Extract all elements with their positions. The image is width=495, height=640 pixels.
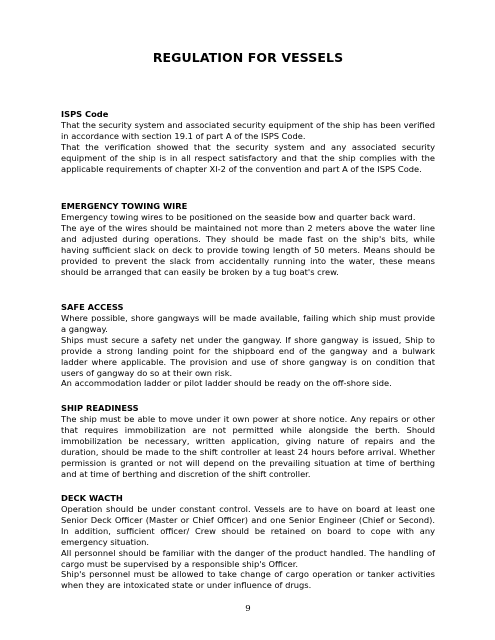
section-heading: EMERGENCY TOWING WIRE bbox=[61, 201, 188, 211]
section-paragraph: That the security system and associated security equipment of the ship has been verified in accordance with section 19.1 of part A of the ISPS Code. bbox=[61, 120, 435, 141]
section-paragraph: Ships must secure a safety net under the gangway. If shore gangway is issued, Ship to provide a strong landing point for the shipboard end of the gangway and a bulwark ladder where applicable. The provision and use of shore gangway is on condition that users of gangway do so at their own risk. bbox=[61, 334, 435, 378]
section-paragraph: Ship's personnel must be allowed to take change of cargo operation or tanker activities when they are intoxicated state or under influence of drugs. bbox=[61, 569, 435, 591]
section-safe-access bbox=[61, 302, 435, 389]
section-paragraph: The ship must be able to move under it own power at shore notice. Any repairs or other that requires immobilization are not permitted while alongside the berth. Should immobilization be necessary, written application, giving nature of repairs and the duration, should be made to the shift controller at least 24 hours before arrival. Whether permission is granted or not will depend on the prevailing situation at time of berthing and at time of berthing and discretion of the shift controller. bbox=[61, 414, 435, 479]
section-paragraph: Emergency towing wires to be positioned on the seaside bow and quarter back ward. bbox=[61, 212, 416, 222]
section-heading: DECK WACTH bbox=[61, 493, 123, 503]
section-paragraph: An accommodation ladder or pilot ladder should be ready on the off-shore side. bbox=[61, 378, 392, 389]
section-isps-code bbox=[61, 109, 435, 175]
section-deck-watch bbox=[61, 493, 435, 591]
section-paragraph: Where possible, shore gangways will be made available, failing which ship must provide a gangway. bbox=[61, 313, 435, 334]
section-paragraph: All personnel should be familiar with the danger of the product handled. The handling of cargo must be supervised by a responsible ship's Officer. bbox=[61, 547, 435, 569]
section-paragraph: That the verification showed that the security system and any associated security equipment of the ship is in all respect satisfactory and that the ship complies with the applicable requirements of chapter XI-2 of the convention and part A of the ISPS Code. bbox=[61, 141, 435, 174]
document-page bbox=[61, 0, 435, 640]
section-heading: SHIP READINESS bbox=[61, 403, 139, 413]
section-ship-readiness bbox=[61, 403, 435, 479]
section-paragraph: Operation should be under constant control. Vessels are to have on board at least one Senior Deck Officer (Master or Chief Officer) and one Senior Engineer (Chief or Second). In addition, sufficient officer/ Crew should be retained on board to cope with any emergency situation. bbox=[61, 504, 435, 547]
section-heading: ISPS Code bbox=[61, 109, 109, 119]
page-title: REGULATION FOR VESSELS bbox=[152, 50, 344, 65]
section-emergency-towing-wire bbox=[61, 201, 435, 277]
section-heading: SAFE ACCESS bbox=[61, 302, 124, 312]
section-paragraph: The aye of the wires should be maintained not more than 2 meters above the water line and adjusted during operations. They should be made fast on the ship's bits, while having sufficient slack on deck to provide towing length of 50 meters. Means should be provided to prevent the slack from accidentally running into the water, these means should be arranged that can easily be broken by a tug boat's crew. bbox=[61, 222, 435, 277]
page-number: 9 bbox=[245, 604, 251, 614]
